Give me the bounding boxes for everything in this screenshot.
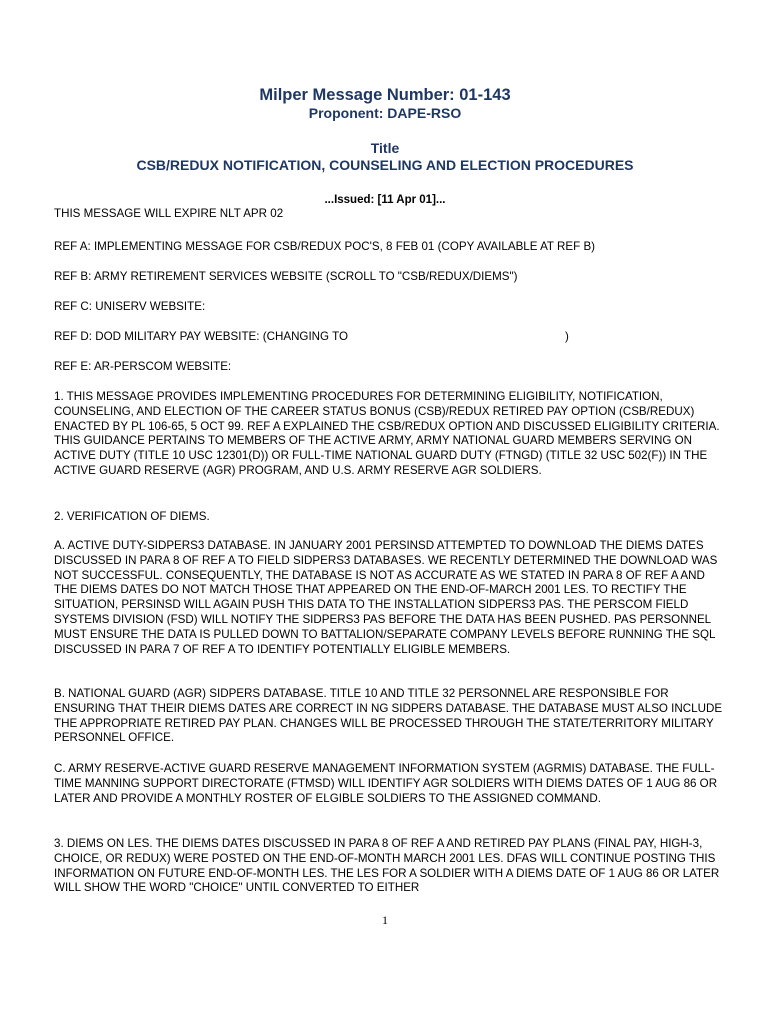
issued-date: ...Issued: [11 Apr 01]...	[324, 194, 446, 206]
ref-e: REF E: AR-PERSCOM WEBSITE:	[54, 360, 232, 373]
paragraph-2b: B. NATIONAL GUARD (AGR) SIDPERS DATABASE. TITLE 10 AND TITLE 32 PERSONNEL ARE RESPONSIBLE FOR ENSURING THAT THEIR DIEMS DATES ARE CORRECT IN NG SIDPERS DATABASE. THE DATABASE MUST ALSO INCLUDE THE APPROPRIATE RETIRED PAY PLAN. CHANGES WILL BE PROCESSED THROUGH THE STATE/TERRITORY MILITARY PERSONNEL OFFICE.	[54, 687, 723, 745]
title-label: Title	[370, 140, 400, 156]
document-title: CSB/REDUX NOTIFICATION, COUNSELING AND ELECTION PROCEDURES	[136, 157, 634, 173]
paragraph-2a: A. ACTIVE DUTY-SIDPERS3 DATABASE. IN JANUARY 2001 PERSINSD ATTEMPTED TO DOWNLOAD THE DIEMS DATES DISCUSSED IN PARA 8 OF REF A TO FIELD SIDPERS3 DATABASES. WE RECENTLY DETERMINED THE DOWNLOAD WAS NOT SUCCESSFUL. CONSEQUENTLY, THE DATABASE IS NOT AS ACCURATE AS WE STATED IN PARA 8 OF REF A AND THE DIEMS DATES DO NOT MATCH THOSE THAT APPEARED ON THE END-OF-MARCH 2001 LES. TO RECTIFY THE SITUATION, PERSINSD WILL AGAIN PUSH THIS DATA TO THE INSTALLATION SIDPERS3 PAS. THE PERSCOM FIELD SYSTEMS DIVISION (FSD) WILL NOTIFY THE SIDPERS3 PAS BEFORE THE DATA HAS BEEN PUSHED. PAS PERSONNEL MUST ENSURE THE DATA IS PULLED DOWN TO BATTALION/SEPARATE COMPANY LEVELS BEFORE RUNNING THE SQL DISCUSSED IN PARA 7 OF REF A TO IDENTIFY POTENTIALLY ELIGIBLE MEMBERS.	[54, 539, 718, 656]
page-number: 1	[382, 913, 388, 927]
ref-b: REF B: ARMY RETIREMENT SERVICES WEBSITE (SCROLL TO "CSB/REDUX/DIEMS")	[54, 270, 518, 283]
expire-notice: THIS MESSAGE WILL EXPIRE NLT APR 02	[54, 207, 284, 220]
message-number-heading: Milper Message Number: 01-143	[259, 86, 511, 104]
ref-c: REF C: UNISERV WEBSITE:	[54, 300, 206, 313]
ref-d: REF D: DOD MILITARY PAY WEBSITE: (CHANGING TO	[54, 330, 348, 343]
paragraph-1: 1. THIS MESSAGE PROVIDES IMPLEMENTING PROCEDURES FOR DETERMINING ELIGIBILITY, NOTIFICATION, COUNSELING, AND ELECTION OF THE CAREER STATUS BONUS (CSB)/REDUX RETIRED PAY OPTION (CSB/REDUX) ENACTED BY PL 106-65, 5 OCT 99. REF A EXPLAINED THE CSB/REDUX OPTION AND DISCUSSED ELIGIBILITY CRITERIA. THIS GUIDANCE PERTAINS TO MEMBERS OF THE ACTIVE ARMY, ARMY NATIONAL GUARD MEMBERS SERVING ON ACTIVE DUTY (TITLE 10 USC 12301(D)) OR FULL-TIME NATIONAL GUARD DUTY (FTNGD) (TITLE 32 USC 502(F)) IN THE ACTIVE GUARD RESERVE (AGR) PROGRAM, AND U.S. ARMY RESERVE AGR SOLDIERS.	[54, 390, 720, 477]
proponent-heading: Proponent: DAPE-RSO	[308, 105, 462, 121]
ref-d-close-paren: )	[565, 330, 569, 343]
paragraph-2c: C. ARMY RESERVE-ACTIVE GUARD RESERVE MANAGEMENT INFORMATION SYSTEM (AGRMIS) DATABASE. THE FULL-TIME MANNING SUPPORT DIRECTORATE (FTMSD) WILL IDENTIFY AGR SOLDIERS WITH DIEMS DATES OF 1 AUG 86 OR LATER AND PROVIDE A MONTHLY ROSTER OF ELGIBLE SOLDIERS TO THE ASSIGNED COMMAND.	[54, 762, 718, 805]
paragraph-3: 3. DIEMS ON LES. THE DIEMS DATES DISCUSSED IN PARA 8 OF REF A AND RETIRED PAY PLANS (FINAL PAY, HIGH-3, CHOICE, OR REDUX) WERE POSTED ON THE END-OF-MONTH MARCH 2001 LES. DFAS WILL CONTINUE POSTING THIS INFORMATION ON FUTURE END-OF-MONTH LES. THE LES FOR A SOLDIER WITH A DIEMS DATE OF 1 AUG 86 OR LATER WILL SHOW THE WORD "CHOICE" UNTIL CONVERTED TO EITHER	[54, 837, 720, 895]
paragraph-2: 2. VERIFICATION OF DIEMS.	[54, 510, 210, 523]
ref-a: REF A: IMPLEMENTING MESSAGE FOR CSB/REDUX POC'S, 8 FEB 01 (COPY AVAILABLE AT REF B)	[54, 240, 596, 253]
